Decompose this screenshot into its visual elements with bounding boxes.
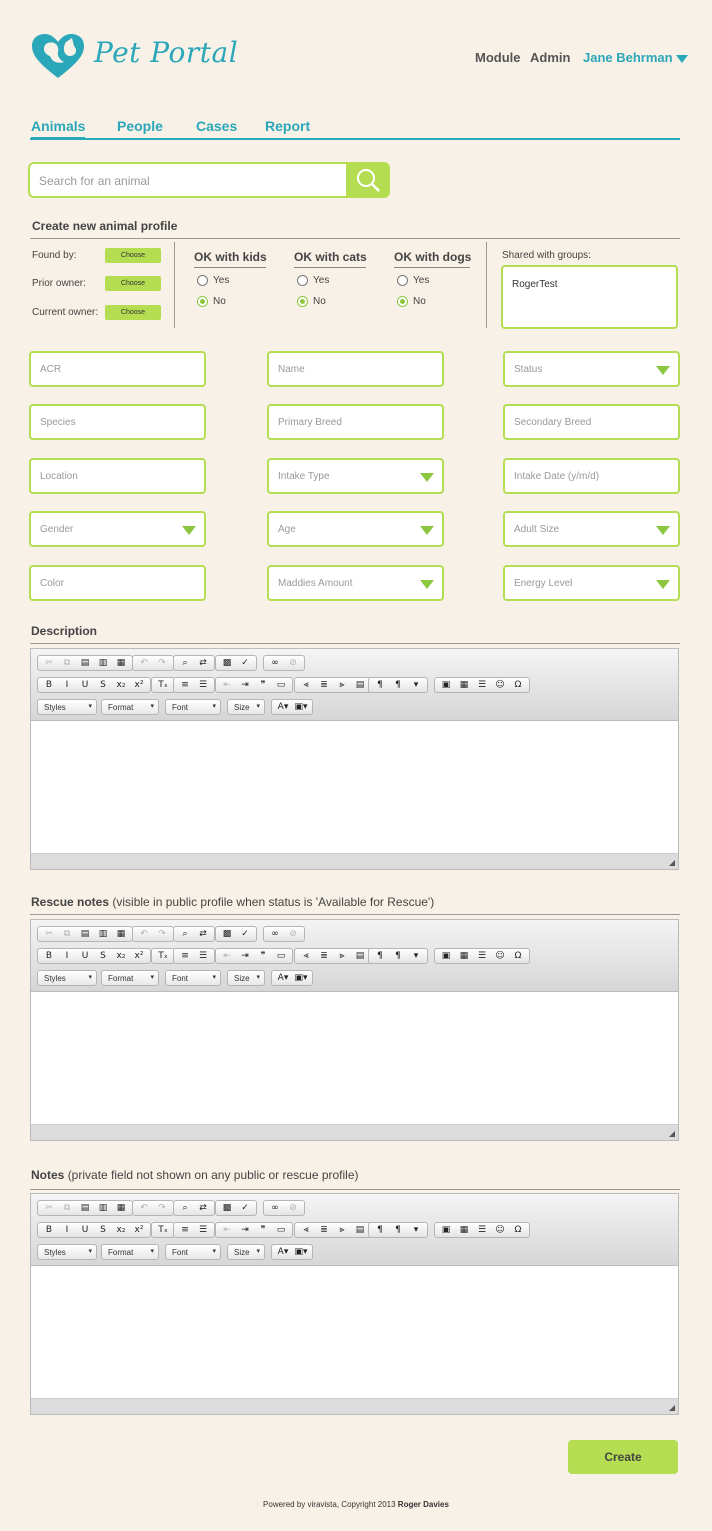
table-icon[interactable]: ▦ [459,680,469,690]
notes-title: Notes (private field not shown on any public or rescue profile) [31,1168,359,1182]
indent-icon[interactable]: ⇥ [241,1225,249,1235]
toolbar-group [215,948,293,964]
intake-type-select[interactable] [267,458,444,494]
smiley-icon[interactable]: ☺ [495,951,505,961]
toolbar-group [173,1222,215,1238]
outdent-icon[interactable]: ⇤ [223,680,231,690]
ok-cats-yes-label: Yes [313,275,330,286]
ok-cats-no-label: No [313,296,326,307]
prior-owner-label: Prior owner: [32,278,86,289]
dropdown-arrow-icon [182,526,196,535]
language-icon[interactable]: ▾ [413,1225,419,1235]
superscript-icon[interactable]: x² [134,680,144,690]
pet-portal-logo-icon[interactable] [30,32,86,80]
create-button[interactable]: Create [568,1440,678,1474]
editor-resize-bar[interactable] [31,1398,678,1414]
divider [486,242,487,328]
found-by-choose-button[interactable]: Choose [105,248,161,263]
special-char-icon[interactable]: Ω [514,1225,522,1235]
dropdown-arrow-icon [420,473,434,482]
toolbar-group [173,926,215,942]
italic-icon[interactable]: I [65,951,69,961]
toolbar-group [434,677,530,693]
toolbar-group [215,677,293,693]
spellcheck-icon[interactable]: ✓ [241,658,249,668]
bg-color-icon[interactable]: ▣▾ [294,1247,308,1257]
paste-icon[interactable]: ▤ [80,929,90,939]
bg-color-icon[interactable]: ▣▾ [294,702,308,712]
toolbar-group [215,1222,293,1238]
italic-icon[interactable]: I [65,1225,69,1235]
editor-toolbar [31,649,678,721]
subscript-icon[interactable]: x₂ [116,680,126,690]
dropdown-arrow-icon [420,526,434,535]
size-combo[interactable]: Size ▾ [227,1244,265,1260]
divider [174,242,175,328]
tab-cases[interactable]: Cases [196,118,238,134]
align-center-icon[interactable]: ≣ [320,951,328,961]
div-icon[interactable]: ▭ [276,951,286,961]
clear-format-icon[interactable]: Tₓ [158,951,168,961]
editor-resize-bar[interactable] [31,853,678,869]
editor-content-area[interactable] [31,993,678,1125]
undo-icon[interactable]: ↶ [140,1203,148,1213]
color-field[interactable]: Color [29,565,206,601]
dropdown-arrow-icon [420,580,434,589]
ok-dogs-no-radio[interactable] [397,296,408,307]
bullet-list-icon[interactable]: ☰ [198,680,208,690]
current-owner-choose-button[interactable]: Choose [105,305,161,320]
toolbar-group [294,1222,372,1238]
acr-field[interactable]: ACR [29,351,206,387]
divider [30,914,680,915]
table-icon[interactable]: ▦ [459,951,469,961]
toolbar-group [173,655,215,671]
spellcheck-icon[interactable]: ✓ [241,929,249,939]
rtl-icon[interactable]: ¶ [395,680,401,690]
divider [30,643,680,644]
numbered-list-icon[interactable]: ≡ [181,1225,189,1235]
justify-icon[interactable]: ▤ [355,951,365,961]
toolbar-group [173,1200,215,1216]
font-combo[interactable]: Font ▾ [165,699,221,715]
toolbar-group [294,677,372,693]
format-combo[interactable]: Format ▾ [101,1244,159,1260]
align-left-icon[interactable]: ⫷ [303,680,309,690]
editor-toolbar [31,1194,678,1266]
toolbar-group [37,1200,133,1216]
search-button[interactable] [346,162,390,198]
align-right-icon[interactable]: ⫸ [339,680,345,690]
subscript-icon[interactable]: x₂ [116,1225,126,1235]
ok-kids-no-label: No [213,296,226,307]
tab-underline [30,138,680,140]
align-right-icon[interactable]: ⫸ [339,951,345,961]
copy-icon[interactable]: ⧉ [63,658,71,668]
font-combo[interactable]: Font ▾ [165,970,221,986]
energy-level-select[interactable] [503,565,680,601]
shared-groups-label: Shared with groups: [502,250,591,261]
description-title: Description [31,624,98,638]
redo-icon[interactable]: ↷ [158,1203,166,1213]
paste-text-icon[interactable]: ▥ [98,929,108,939]
div-icon[interactable]: ▭ [276,680,286,690]
cut-icon[interactable]: ✂ [45,658,53,668]
hr-icon[interactable]: ☰ [477,680,487,690]
bold-icon[interactable]: B [45,680,53,690]
align-left-icon[interactable]: ⫷ [303,1225,309,1235]
bold-icon[interactable]: B [45,1225,53,1235]
toolbar-group [294,948,372,964]
undo-icon[interactable]: ↶ [140,929,148,939]
underline-icon[interactable]: U [81,951,89,961]
toolbar-group [37,1222,151,1238]
ltr-icon[interactable]: ¶ [377,680,383,690]
brand-name[interactable]: Pet Portal [94,36,239,69]
underline-icon[interactable]: U [81,680,89,690]
strike-icon[interactable]: S [100,680,106,690]
adult-size-placeholder: Adult Size [514,524,560,535]
tab-people[interactable]: People [117,118,163,134]
outdent-icon[interactable]: ⇤ [223,951,231,961]
prior-owner-choose-button[interactable]: Choose [105,276,161,291]
replace-icon[interactable]: ⇄ [199,929,207,939]
unlink-icon[interactable]: ⊘ [289,658,297,668]
rtl-icon[interactable]: ¶ [395,1225,401,1235]
toolbar-group [37,926,133,942]
footer: Powered by viravista, Copyright 2013 Roger Davies [263,1500,449,1509]
indent-icon[interactable]: ⇥ [241,680,249,690]
size-combo[interactable]: Size ▾ [227,970,265,986]
hr-icon[interactable]: ☰ [477,951,487,961]
paste-icon[interactable]: ▤ [80,1203,90,1213]
align-center-icon[interactable]: ≣ [320,680,328,690]
strike-icon[interactable]: S [100,1225,106,1235]
search-icon [355,167,381,193]
language-icon[interactable]: ▾ [413,951,419,961]
ok-dogs-yes-label: Yes [413,275,430,286]
styles-combo[interactable]: Styles ▾ [37,970,97,986]
intake-date-field[interactable]: Intake Date (y/m/d) [503,458,680,494]
toolbar-group [37,655,133,671]
gender-placeholder: Gender [40,524,74,535]
toolbar-group [263,655,305,671]
editor-content-area[interactable] [31,722,678,854]
align-right-icon[interactable]: ⫸ [339,1225,345,1235]
ok-cats-no-radio[interactable] [297,296,308,307]
current-owner-label: Current owner: [32,307,99,318]
special-char-icon[interactable]: Ω [514,951,522,961]
blockquote-icon[interactable]: ❞ [260,951,266,961]
user-menu[interactable] [583,50,688,65]
search-input[interactable]: Search for an animal [28,162,348,198]
tab-animals[interactable]: Animals [31,118,85,140]
link-icon[interactable]: ∞ [271,658,279,668]
bullet-list-icon[interactable]: ☰ [198,1225,208,1235]
adult-size-select[interactable] [503,511,680,547]
spellcheck-icon[interactable]: ✓ [241,1203,249,1213]
text-color-icon[interactable]: A▾ [277,973,289,983]
user-name: Jane Behrman [583,50,673,65]
toolbar-group [132,1200,174,1216]
divider [30,238,680,239]
toolbar-group [368,948,428,964]
toolbar-group [151,948,175,964]
cut-icon[interactable]: ✂ [45,1203,53,1213]
clear-format-icon[interactable]: Tₓ [158,1225,168,1235]
toolbar-group [215,926,257,942]
secondary-breed-field[interactable]: Secondary Breed [503,404,680,440]
dropdown-arrow-icon [656,366,670,375]
toolbar-group [434,1222,530,1238]
size-combo[interactable]: Size ▾ [227,699,265,715]
special-char-icon[interactable]: Ω [514,680,522,690]
underline-icon[interactable]: U [81,1225,89,1235]
toolbar-group [271,1244,313,1260]
copy-icon[interactable]: ⧉ [63,929,71,939]
div-icon[interactable]: ▭ [276,1225,286,1235]
strike-icon[interactable]: S [100,951,106,961]
ok-dogs-yes-radio[interactable] [397,275,408,286]
editor-content-area[interactable] [31,1267,678,1399]
ok-dogs-no-label: No [413,296,426,307]
editor-resize-bar[interactable] [31,1124,678,1140]
notes-editor[interactable] [30,1193,679,1415]
toolbar-group [151,677,175,693]
hr-icon[interactable]: ☰ [477,1225,487,1235]
font-combo[interactable]: Font ▾ [165,1244,221,1260]
ok-with-dogs-label: OK with dogs [394,250,470,268]
primary-breed-field[interactable]: Primary Breed [267,404,444,440]
gender-select[interactable] [29,511,206,547]
toolbar-group [263,926,305,942]
ltr-icon[interactable]: ¶ [377,951,383,961]
nav-module[interactable]: Module [475,50,521,65]
undo-icon[interactable]: ↶ [140,658,148,668]
subscript-icon[interactable]: x₂ [116,951,126,961]
cut-icon[interactable]: ✂ [45,929,53,939]
maddies-amount-select[interactable] [267,565,444,601]
align-center-icon[interactable]: ≣ [320,1225,328,1235]
ok-cats-yes-radio[interactable] [297,275,308,286]
image-icon[interactable]: ▣ [441,951,451,961]
ok-with-kids-label: OK with kids [194,250,266,268]
editor-toolbar [31,920,678,992]
bold-icon[interactable]: B [45,951,53,961]
rescue-notes-editor[interactable] [30,919,679,1141]
numbered-list-icon[interactable]: ≡ [181,680,189,690]
species-field[interactable]: Species [29,404,206,440]
bg-color-icon[interactable]: ▣▾ [294,973,308,983]
paste-text-icon[interactable]: ▥ [98,658,108,668]
toolbar-group [215,655,257,671]
smiley-icon[interactable]: ☺ [495,680,505,690]
italic-icon[interactable]: I [65,680,69,690]
nav-admin[interactable]: Admin [530,50,571,65]
replace-icon[interactable]: ⇄ [199,1203,207,1213]
toolbar-group [151,1222,175,1238]
toolbar-group [132,926,174,942]
ltr-icon[interactable]: ¶ [377,1225,383,1235]
link-icon[interactable]: ∞ [271,929,279,939]
format-combo[interactable]: Format ▾ [101,699,159,715]
unlink-icon[interactable]: ⊘ [289,1203,297,1213]
select-all-icon[interactable]: ▩ [222,658,232,668]
paste-text-icon[interactable]: ▥ [98,1203,108,1213]
format-combo[interactable]: Format ▾ [101,970,159,986]
toolbar-group [263,1200,305,1216]
ok-with-cats-label: OK with cats [294,250,366,268]
toolbar-group [215,1200,257,1216]
tab-report[interactable]: Report [265,118,311,134]
rtl-icon[interactable]: ¶ [395,951,401,961]
ok-kids-yes-radio[interactable] [197,275,208,286]
language-icon[interactable]: ▾ [413,680,419,690]
dropdown-arrow-icon [656,580,670,589]
copy-icon[interactable]: ⧉ [63,1203,71,1213]
indent-icon[interactable]: ⇥ [241,951,249,961]
location-field[interactable]: Location [29,458,206,494]
image-icon[interactable]: ▣ [441,1225,451,1235]
toolbar-group [271,699,313,715]
justify-icon[interactable]: ▤ [355,1225,365,1235]
paste-word-icon[interactable]: ▦ [116,658,126,668]
select-all-icon[interactable]: ▩ [222,1203,232,1213]
age-select[interactable] [267,511,444,547]
numbered-list-icon[interactable]: ≡ [181,951,189,961]
status-select[interactable] [503,351,680,387]
outdent-icon[interactable]: ⇤ [223,1225,231,1235]
styles-combo[interactable]: Styles ▾ [37,699,97,715]
paste-word-icon[interactable]: ▦ [116,929,126,939]
smiley-icon[interactable]: ☺ [495,1225,505,1235]
ok-kids-no-radio[interactable] [197,296,208,307]
text-color-icon[interactable]: A▾ [277,1247,289,1257]
superscript-icon[interactable]: x² [134,1225,144,1235]
unlink-icon[interactable]: ⊘ [289,929,297,939]
redo-icon[interactable]: ↷ [158,929,166,939]
name-field[interactable]: Name [267,351,444,387]
select-all-icon[interactable]: ▩ [222,929,232,939]
toolbar-group [271,970,313,986]
shared-groups-field[interactable]: RogerTest [501,265,678,329]
justify-icon[interactable]: ▤ [355,680,365,690]
replace-icon[interactable]: ⇄ [199,658,207,668]
toolbar-group [173,677,215,693]
clear-format-icon[interactable]: Tₓ [158,680,168,690]
styles-combo[interactable]: Styles ▾ [37,1244,97,1260]
paste-word-icon[interactable]: ▦ [116,1203,126,1213]
toolbar-group [173,948,215,964]
redo-icon[interactable]: ↷ [158,658,166,668]
toolbar-group [37,677,151,693]
toolbar-group [37,948,151,964]
toolbar-group [434,948,530,964]
text-color-icon[interactable]: A▾ [277,702,289,712]
toolbar-group [368,1222,428,1238]
energy-level-placeholder: Energy Level [514,578,573,589]
find-icon[interactable]: ⌕ [182,929,188,939]
rescue-notes-title: Rescue notes (visible in public profile when status is 'Available for Rescue') [31,895,435,909]
toolbar-group [368,677,428,693]
table-icon[interactable]: ▦ [459,1225,469,1235]
found-by-label: Found by: [32,250,77,261]
chevron-down-icon [676,55,688,63]
blockquote-icon[interactable]: ❞ [260,1225,266,1235]
create-profile-title: Create new animal profile [32,219,178,233]
divider [30,1189,680,1190]
find-icon[interactable]: ⌕ [182,658,188,668]
align-left-icon[interactable]: ⫷ [303,951,309,961]
intake-type-placeholder: Intake Type [278,471,330,482]
toolbar-group [132,655,174,671]
dropdown-arrow-icon [656,526,670,535]
ok-kids-yes-label: Yes [213,275,230,286]
status-placeholder: Status [514,364,543,375]
maddies-amount-placeholder: Maddies Amount [278,578,353,589]
age-placeholder: Age [278,524,296,535]
blockquote-icon[interactable]: ❞ [260,680,266,690]
description-editor[interactable] [30,648,679,870]
paste-icon[interactable]: ▤ [80,658,90,668]
bullet-list-icon[interactable]: ☰ [198,951,208,961]
find-icon[interactable]: ⌕ [182,1203,188,1213]
superscript-icon[interactable]: x² [134,951,144,961]
link-icon[interactable]: ∞ [271,1203,279,1213]
image-icon[interactable]: ▣ [441,680,451,690]
